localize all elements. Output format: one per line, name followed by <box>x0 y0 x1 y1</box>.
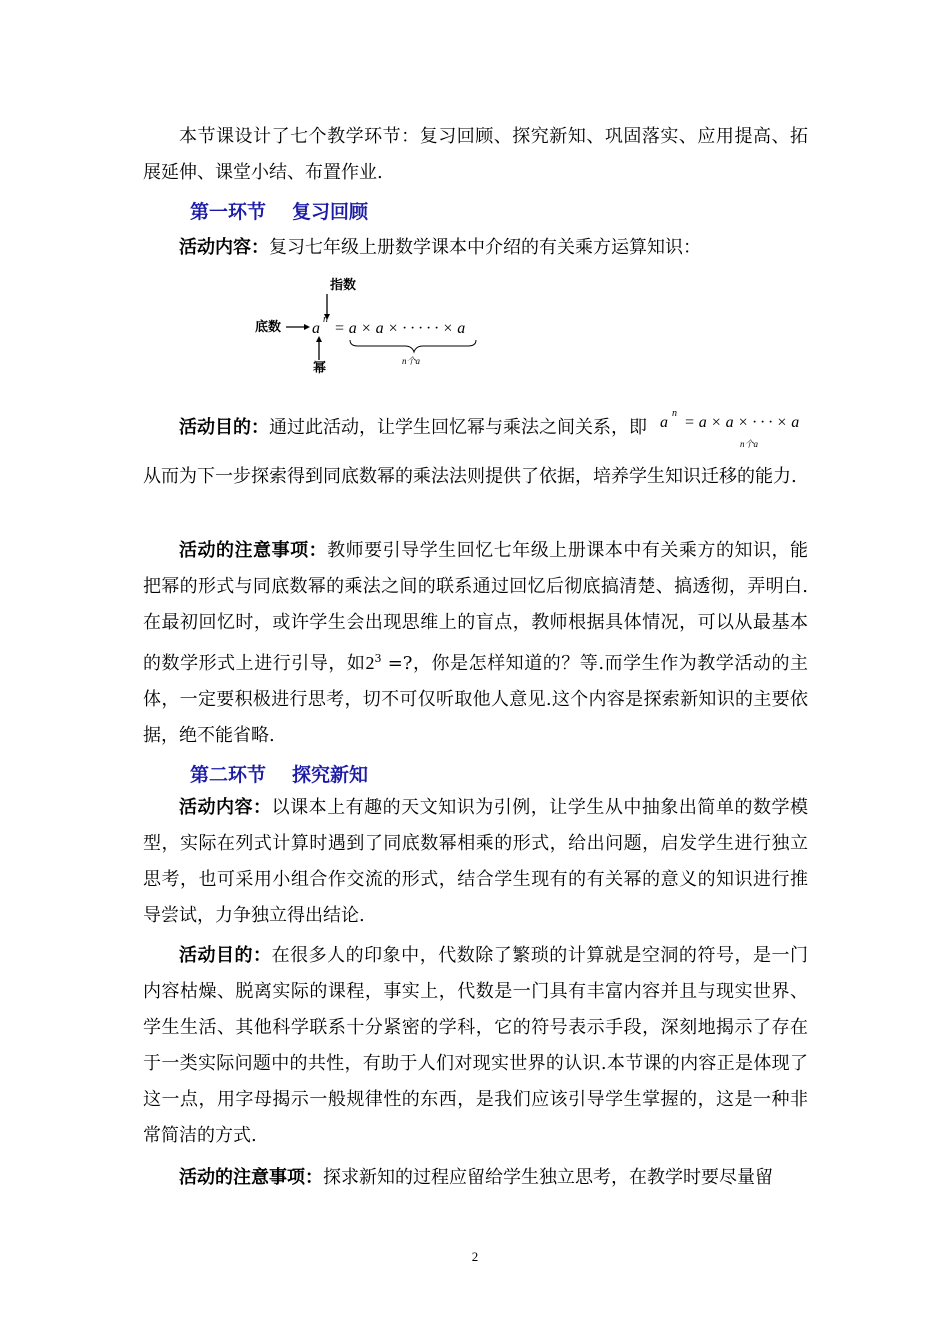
intro-paragraph: 本节课设计了七个教学环节：复习回顾、探究新知、巩固落实、应用提高、拓展延伸、课堂小结、布置作业. <box>143 126 808 183</box>
example-base: 2 <box>365 653 375 673</box>
section1-purpose-label: 活动目的： <box>179 417 269 438</box>
section1-heading-number: 第一环节 <box>190 201 267 223</box>
section2-purpose-text: 在很多人的印象中，代数除了繁琐的计算就是空洞的符号，是一门内容枯燥、脱离实际的课程，事实上，代数是一门具有丰富内容并且与现实世界、学生生活、其他科学联系十分紧密的学科，它的符号表示手段，深刻地揭示了存在于一类实际问题中的共性，有助于人们对现实世界的认识.本节课的内容正是体现了这一点，用字母揭示一般规律性的东西，是我们应该引导学生掌握的，这是一种非常简洁的方式. <box>143 945 808 1146</box>
base-arrowhead <box>304 324 310 330</box>
section1-purpose-line1 <box>143 410 663 446</box>
section1-notes-text: 教师要引导学生回忆七年级上册课本中有关乘方的知识，能把幂的形式与同底数幂的乘法之间的联系通过回忆后彻底搞清楚、搞透彻，弄明白.在最初回忆时，或许学生会出现思维上的盲点，教师根据具体情况，可以从最基本的数学形式上进行引导，如 <box>143 540 809 674</box>
figure-rhs: = a × a × · · · · · × a <box>334 320 466 337</box>
page-number: 2 <box>471 1249 479 1264</box>
section2-heading-number: 第二环节 <box>190 764 267 786</box>
figure-label-power: 幂 <box>313 361 327 376</box>
section2-purpose-paragraph <box>143 938 808 1154</box>
section2-notes-label: 活动的注意事项： <box>179 1167 323 1188</box>
section2-content-paragraph <box>143 790 808 934</box>
section2-purpose-label: 活动目的： <box>179 945 272 966</box>
figure-brace-label: n个a <box>402 356 421 366</box>
section2-heading-title: 探究新知 <box>292 764 369 786</box>
section2-content-text: 以课本上有趣的天文知识为引例，让学生从中抽象出简单的数学模型，实际在列式计算时遇到了同底数幂相乘的形式，给出问题，启发学生进行独立思考，也可采用小组合作交流的形式，结合学生现有的有关幂的意义的知识进行推导尝试，力争独立得出结论. <box>143 797 808 926</box>
section1-content-label: 活动内容： <box>179 237 269 258</box>
section1-heading-title: 复习回顾 <box>292 201 369 223</box>
section1-notes-paragraph <box>143 533 808 754</box>
section1-notes-label: 活动的注意事项： <box>179 540 328 561</box>
section1-purpose-line2: 从而为下一步探索得到同底数幂的乘法法则提供了依据，培养学生知识迁移的能力. <box>143 466 797 487</box>
inline-power-formula <box>660 405 820 455</box>
figure-lhs-base: a <box>312 320 320 337</box>
example-exponent: 3 <box>374 652 382 665</box>
example-equals: =? <box>381 653 413 674</box>
section1-content-text: 复习七年级上册数学课本中介绍的有关乘方运算知识： <box>269 237 701 258</box>
inline-formula-rhs: = a × a × · · · × a <box>684 414 800 431</box>
power-definition-figure <box>250 272 490 377</box>
section2-heading <box>190 760 368 787</box>
section2-content-label: 活动内容： <box>179 797 272 818</box>
figure-label-base: 底数 <box>255 320 282 335</box>
section1-purpose-text1: 通过此活动，让学生回忆幂与乘法之间关系，即 <box>269 417 647 438</box>
inline-formula-exponent: n <box>672 408 677 419</box>
section2-notes-text: 探求新知的过程应留给学生独立思考，在教学时要尽量留 <box>323 1167 773 1188</box>
inline-formula-base: a <box>660 414 668 431</box>
section2-notes-paragraph <box>143 1160 808 1196</box>
section1-heading <box>190 197 368 224</box>
section1-notes-text2: ，你是怎样知道的？等.而学生作为教学活动的主体，一定要积极进行思考，切不可仅听取他人意见.这个内容是探索新知识的主要依据，绝不能省略. <box>143 653 808 746</box>
figure-label-exponent: 指数 <box>330 278 357 293</box>
section1-content-paragraph <box>143 230 808 266</box>
figure-lhs-exponent: n <box>323 314 328 325</box>
inline-formula-under: n个a <box>740 439 759 449</box>
figure-brace <box>350 340 476 352</box>
